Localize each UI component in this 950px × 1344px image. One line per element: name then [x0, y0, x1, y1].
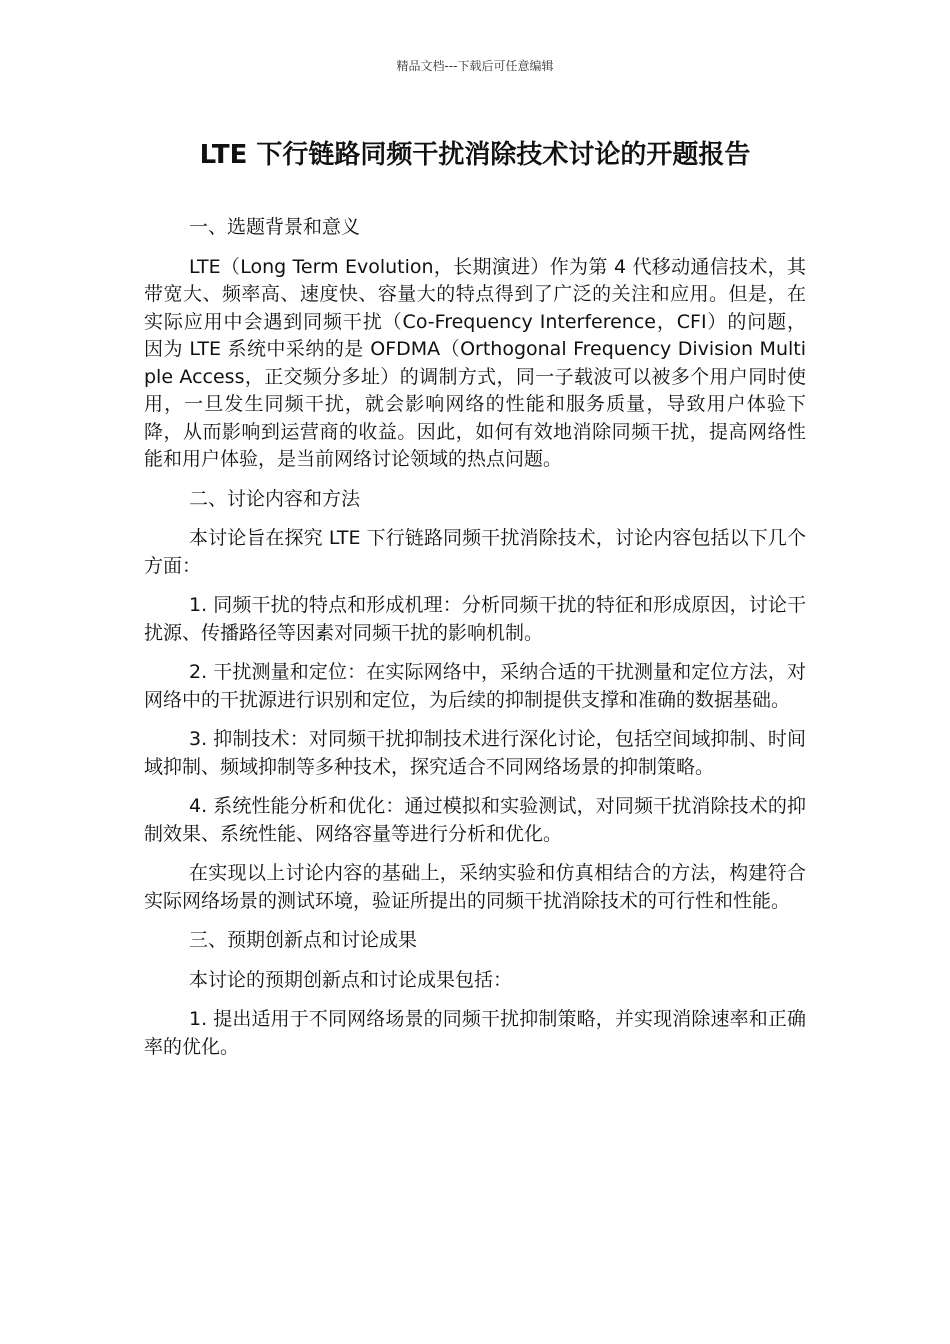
- paragraph-innovation-intro: 本讨论的预期创新点和讨论成果包括：: [189, 968, 513, 991]
- section-heading-background: 一、选题背景和意义: [189, 216, 361, 238]
- paragraph-background: LTE（Long Term Evolution，长期演进）作为第 4 代移动通信技术，其带宽大、频率高、速度快、容量大的特点得到了广泛的关注和应用。但是，在实际应用中会遇到同频干扰（Co-Frequency Interference，CFI）的问题，因为 LTE 系统中采纳的是 OFDMA（Orthogonal Frequency Division Multiple Access，正交频分多址）的调制方式，同一子载波可以被多个用户同时使用，一旦发生同频干扰，就会影响网络的性能和服务质量，导致用户体验下降，从而影响到运营商的收益。因此，如何有效地消除同频干扰，提高网络性能和用户体验，是当前网络讨论领域的热点问题。: [144, 255, 806, 470]
- list-item-4: 4. 系统性能分析和优化：通过模拟和实验测试，对同频干扰消除技术的抑制效果、系统性能、网络容量等进行分析和优化。: [144, 795, 806, 845]
- page-header-note: 精品文档---下载后可任意编辑: [396, 59, 554, 73]
- list-item-2: 2. 干扰测量和定位：在实际网络中，采纳合适的干扰测量和定位方法，对网络中的干扰源进行识别和定位，为后续的抑制提供支撑和准确的数据基础。: [144, 661, 806, 711]
- section-heading-innovation: 三、预期创新点和讨论成果: [189, 929, 418, 951]
- paragraph-method: 在实现以上讨论内容的基础上，采纳实验和仿真相结合的方法，构建符合实际网络场景的测试环境，验证所提出的同频干扰消除技术的可行性和性能。: [144, 862, 806, 912]
- list-item-1: 1. 同频干扰的特点和形成机理：分析同频干扰的特征和形成原因，讨论干扰源、传播路径等因素对同频干扰的影响机制。: [144, 594, 806, 644]
- document-body: [144, 214, 806, 1073]
- paragraph-content-intro: 本讨论旨在探究 LTE 下行链路同频干扰消除技术，讨论内容包括以下几个方面：: [144, 527, 806, 577]
- document-title: LTE 下行链路同频干扰消除技术讨论的开题报告: [199, 140, 751, 170]
- list-item-3: 3. 抑制技术：对同频干扰抑制技术进行深化讨论，包括空间域抑制、时间域抑制、频域抑制等多种技术，探究适合不同网络场景的抑制策略。: [144, 728, 806, 778]
- section-heading-content-method: 二、讨论内容和方法: [189, 487, 361, 510]
- innovation-item-1: 1. 提出适用于不同网络场景的同频干扰抑制策略，并实现消除速率和正确率的优化。: [144, 1008, 806, 1058]
